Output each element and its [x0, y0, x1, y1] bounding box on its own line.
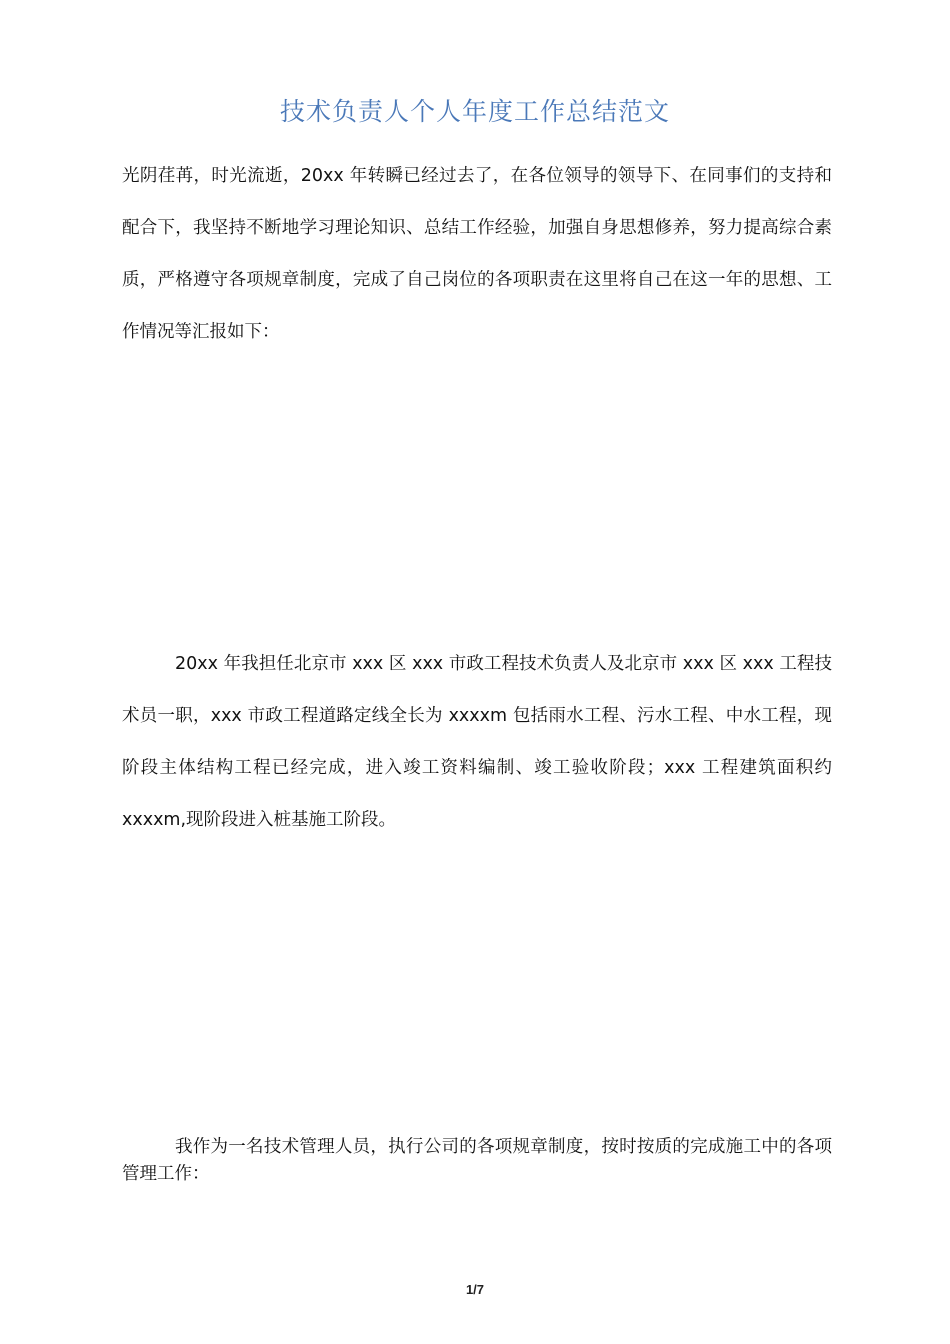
- paragraph-projects: 20xx 年我担任北京市 xxx 区 xxx 市政工程技术负责人及北京市 xxx 区 xxx 工程技术员一职，xxx 市政工程道路定线全长为 xxxxm 包括雨水工程、污水工程、中水工程，现阶段主体结构工程已经完成，进入竣工资料编制、竣工验收阶段；xxx 工程建筑面积约 xxxxm,现阶段进入桩基施工阶段。: [122, 654, 832, 830]
- page-title: 技术负责人个人年度工作总结范文: [279, 97, 670, 126]
- paragraph-intro: 光阴荏苒，时光流逝，20xx 年转瞬已经过去了，在各位领导的领导下、在同事们的支持和配合下，我坚持不断地学习理论知识、总结工作经验，加强自身思想修养，努力提高综合素质，严格遵守各项规章制度，完成了自己岗位的各项职责在这里将自己在这一年的思想、工作情况等汇报如下：: [122, 166, 832, 342]
- paragraph-duties: 我作为一名技术管理人员，执行公司的各项规章制度，按时按质的完成施工中的各项管理工作：: [122, 1137, 832, 1184]
- page-number: 1/7: [465, 1282, 485, 1297]
